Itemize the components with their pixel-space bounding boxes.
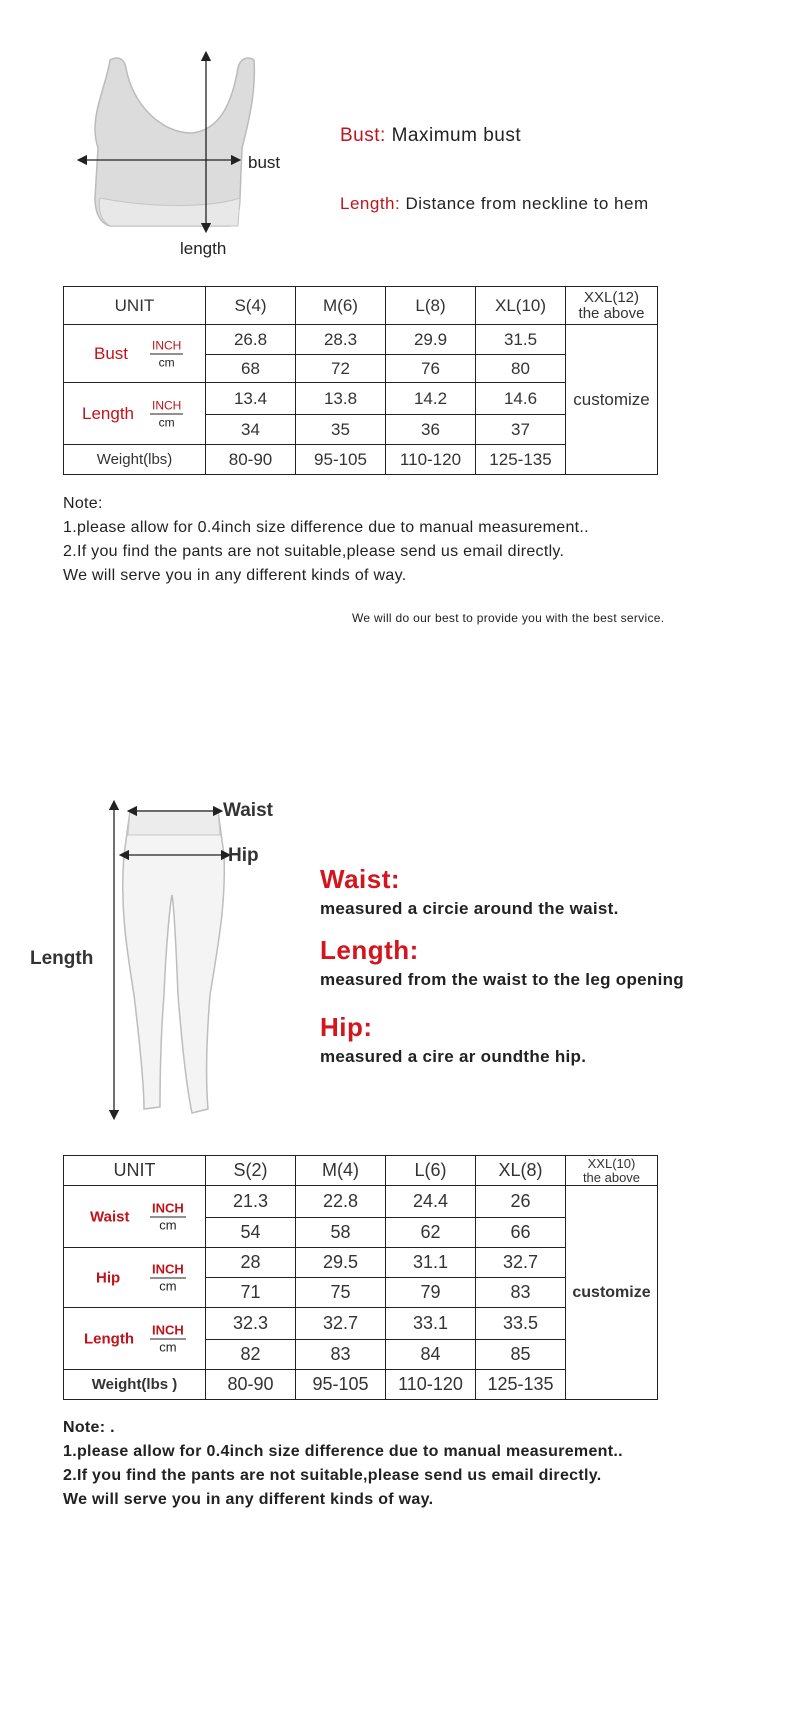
table-cell: 13.4 bbox=[206, 383, 296, 415]
unit-cm: cm bbox=[159, 1278, 177, 1293]
row-name: Length bbox=[84, 1330, 134, 1347]
waist-definition-text: measured a circie around the waist. bbox=[320, 899, 619, 918]
size-header: XL(10) bbox=[476, 287, 566, 325]
service-statement: We will do our best to provide you with the best service. bbox=[352, 611, 665, 625]
weight-cell: 80-90 bbox=[206, 445, 296, 475]
bra-size-table bbox=[63, 286, 658, 475]
unit-inch: INCH bbox=[152, 398, 182, 412]
note-line: Note: . bbox=[63, 1419, 115, 1436]
size-header: M(4) bbox=[296, 1156, 386, 1186]
row-label-waist bbox=[64, 1186, 206, 1248]
table-cell: 58 bbox=[296, 1218, 386, 1248]
note-line: 1.please allow for 0.4inch size difference due to manual measurement.. bbox=[63, 1443, 623, 1460]
unit-inch: INCH bbox=[152, 338, 182, 352]
row-label-length bbox=[64, 1308, 206, 1370]
table-cell: 29.9 bbox=[386, 325, 476, 355]
waist-definition-term: Waist: bbox=[320, 864, 401, 894]
weight-cell: 125-135 bbox=[476, 445, 566, 475]
note-line: 1.please allow for 0.4inch size difference due to manual measurement.. bbox=[63, 519, 589, 536]
table-cell: 28.3 bbox=[296, 325, 386, 355]
bust-definition-term: Bust: bbox=[340, 125, 386, 146]
note-line: 2.If you find the pants are not suitable,please send us email directly. bbox=[63, 543, 565, 560]
weight-cell: 110-120 bbox=[386, 1370, 476, 1400]
table-cell: 75 bbox=[296, 1278, 386, 1308]
size-header-xxl-line1: XXL(10) bbox=[587, 1155, 636, 1171]
unit-header: UNIT bbox=[64, 1156, 206, 1186]
weight-cell: 110-120 bbox=[386, 445, 476, 475]
size-header-xxl bbox=[566, 1156, 658, 1186]
customize-cell: customize bbox=[566, 1186, 658, 1400]
table-cell: 34 bbox=[206, 415, 296, 445]
size-header-xxl-line1: XXL(12) bbox=[583, 288, 640, 306]
size-header-xxl-line2: the above bbox=[578, 304, 645, 322]
customize-cell: customize bbox=[566, 325, 658, 475]
table-cell: 21.3 bbox=[206, 1186, 296, 1218]
row-name: Bust bbox=[94, 343, 129, 363]
bust-figure-label: bust bbox=[248, 153, 281, 172]
table-cell: 32.3 bbox=[206, 1308, 296, 1340]
size-header: M(6) bbox=[296, 287, 386, 325]
hip-figure-label: Hip bbox=[228, 845, 259, 866]
table-cell: 71 bbox=[206, 1278, 296, 1308]
table-cell: 32.7 bbox=[476, 1248, 566, 1278]
bust-definition-text: Maximum bust bbox=[391, 125, 522, 146]
leggings-illustration bbox=[100, 795, 240, 1125]
table-cell: 13.8 bbox=[296, 383, 386, 415]
hip-definition bbox=[320, 1012, 586, 1067]
table-cell: 37 bbox=[476, 415, 566, 445]
unit-fraction bbox=[150, 1261, 186, 1294]
bust-definition bbox=[340, 125, 521, 147]
pants-size-table bbox=[63, 1155, 658, 1400]
size-header: S(4) bbox=[206, 287, 296, 325]
unit-cm: cm bbox=[159, 1339, 177, 1354]
table-cell: 80 bbox=[476, 355, 566, 383]
row-label-bust bbox=[64, 325, 206, 383]
bra-note bbox=[63, 492, 589, 588]
pants-note bbox=[63, 1416, 623, 1512]
length-definition bbox=[320, 935, 684, 990]
table-cell: 29.5 bbox=[296, 1248, 386, 1278]
table-cell: 14.2 bbox=[386, 383, 476, 415]
table-cell: 14.6 bbox=[476, 383, 566, 415]
size-header-xxl bbox=[566, 287, 658, 325]
weight-label: Weight(lbs) bbox=[64, 445, 206, 475]
waist-definition bbox=[320, 864, 619, 919]
note-line: We will serve you in any different kinds of way. bbox=[63, 1491, 434, 1508]
unit-cm: cm bbox=[158, 355, 175, 369]
length-definition-text: measured from the waist to the leg opening bbox=[320, 970, 684, 989]
table-cell: 35 bbox=[296, 415, 386, 445]
table-cell: 68 bbox=[206, 355, 296, 383]
size-header: XL(8) bbox=[476, 1156, 566, 1186]
table-cell: 83 bbox=[296, 1340, 386, 1370]
length-definition bbox=[340, 194, 649, 214]
length-figure-label: length bbox=[180, 239, 227, 258]
table-cell: 82 bbox=[206, 1340, 296, 1370]
table-cell: 26 bbox=[476, 1186, 566, 1218]
table-cell: 31.5 bbox=[476, 325, 566, 355]
row-name: Length bbox=[82, 403, 134, 423]
row-label-length bbox=[64, 383, 206, 445]
unit-inch: INCH bbox=[152, 1200, 184, 1215]
table-cell: 26.8 bbox=[206, 325, 296, 355]
table-cell: 54 bbox=[206, 1218, 296, 1248]
unit-fraction bbox=[150, 337, 183, 370]
table-cell: 22.8 bbox=[296, 1186, 386, 1218]
weight-cell: 95-105 bbox=[296, 445, 386, 475]
length-definition-term: Length: bbox=[320, 935, 419, 965]
unit-inch: INCH bbox=[152, 1322, 184, 1337]
hip-definition-term: Hip: bbox=[320, 1012, 373, 1042]
size-header: S(2) bbox=[206, 1156, 296, 1186]
size-header: L(6) bbox=[386, 1156, 476, 1186]
table-cell: 36 bbox=[386, 415, 476, 445]
unit-cm: cm bbox=[158, 415, 175, 429]
table-cell: 31.1 bbox=[386, 1248, 476, 1278]
waist-figure-label: Waist bbox=[223, 800, 273, 821]
length-definition-text: Distance from neckline to hem bbox=[405, 194, 649, 213]
unit-fraction bbox=[150, 1322, 186, 1355]
weight-cell: 125-135 bbox=[476, 1370, 566, 1400]
table-cell: 76 bbox=[386, 355, 476, 383]
size-header-xxl-line2: the above bbox=[582, 1169, 641, 1185]
unit-cm: cm bbox=[159, 1217, 177, 1232]
table-cell: 79 bbox=[386, 1278, 476, 1308]
weight-label: Weight(lbs ) bbox=[64, 1370, 206, 1400]
size-header: L(8) bbox=[386, 287, 476, 325]
table-cell: 32.7 bbox=[296, 1308, 386, 1340]
note-line: We will serve you in any different kinds of way. bbox=[63, 567, 407, 584]
table-cell: 62 bbox=[386, 1218, 476, 1248]
table-cell: 84 bbox=[386, 1340, 476, 1370]
table-cell: 85 bbox=[476, 1340, 566, 1370]
table-cell: 24.4 bbox=[386, 1186, 476, 1218]
table-cell: 33.1 bbox=[386, 1308, 476, 1340]
table-cell: 28 bbox=[206, 1248, 296, 1278]
row-name: Hip bbox=[96, 1269, 121, 1286]
note-line: Note: bbox=[63, 495, 103, 512]
hip-definition-text: measured a cire ar oundthe hip. bbox=[320, 1047, 587, 1066]
table-cell: 83 bbox=[476, 1278, 566, 1308]
row-label-hip bbox=[64, 1248, 206, 1308]
table-cell: 72 bbox=[296, 355, 386, 383]
length-figure-label: Length bbox=[30, 948, 94, 969]
unit-fraction bbox=[150, 1200, 186, 1233]
note-line: 2.If you find the pants are not suitable,please send us email directly. bbox=[63, 1467, 602, 1484]
weight-cell: 95-105 bbox=[296, 1370, 386, 1400]
unit-header: UNIT bbox=[64, 287, 206, 325]
unit-fraction bbox=[150, 397, 183, 430]
table-cell: 33.5 bbox=[476, 1308, 566, 1340]
length-definition-term: Length: bbox=[340, 194, 401, 213]
row-name: Waist bbox=[90, 1208, 130, 1225]
table-cell: 66 bbox=[476, 1218, 566, 1248]
unit-inch: INCH bbox=[152, 1261, 184, 1276]
weight-cell: 80-90 bbox=[206, 1370, 296, 1400]
